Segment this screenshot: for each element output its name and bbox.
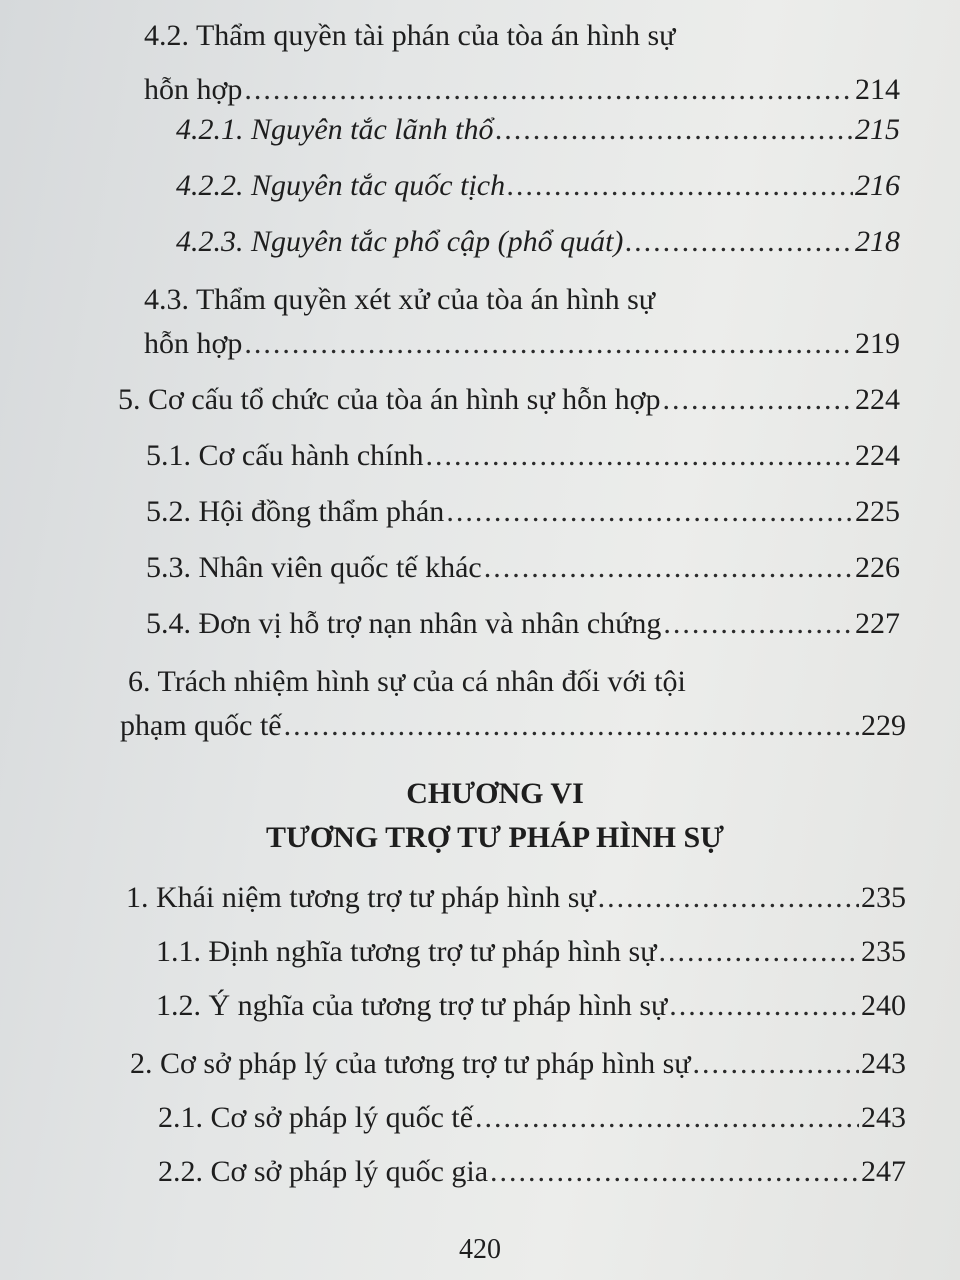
toc-page-number: 235 (861, 881, 906, 914)
dot-leader (244, 324, 853, 364)
dot-leader (244, 70, 853, 110)
toc-entry-text: 4.2.2. Nguyên tắc quốc tịch (176, 169, 506, 202)
toc-entry-text: 5.3. Nhân viên quốc tế khác (146, 551, 482, 584)
toc-page-number: 240 (861, 989, 906, 1022)
dot-leader (658, 932, 859, 972)
toc-page-number: 243 (861, 1047, 906, 1080)
toc-entry-text: 2.2. Cơ sở pháp lý quốc gia (158, 1155, 489, 1188)
toc-entry-text: hỗn hợp (144, 73, 243, 106)
toc-page-number: 219 (855, 327, 900, 360)
toc-entry-text: 1.1. Định nghĩa tương trợ tư pháp hình sự (156, 935, 657, 968)
toc-page-number: 224 (855, 439, 900, 472)
dot-leader (507, 166, 853, 206)
toc-page-number: 227 (855, 607, 900, 640)
toc-entry-text: phạm quốc tế (120, 709, 282, 742)
toc-entry-5-3 (146, 548, 900, 588)
toc-entry-5-2 (146, 492, 900, 532)
toc-entry-text: 5.4. Đơn vị hỗ trợ nạn nhân và nhân chứng (146, 607, 662, 640)
dot-leader (662, 380, 853, 420)
toc-page-number: 225 (855, 495, 900, 528)
toc-entry-text-line1: 4.2. Thẩm quyền tài phán của tòa án hình sự (144, 19, 676, 52)
toc-page-number: 229 (861, 709, 906, 742)
toc-entry-text: 2.1. Cơ sở pháp lý quốc tế (158, 1101, 474, 1134)
toc-page-number: 226 (855, 551, 900, 584)
toc-entry-4-2-2 (176, 166, 900, 206)
dot-leader (446, 492, 853, 532)
dot-leader (284, 706, 859, 746)
toc-page-number: 218 (855, 225, 900, 258)
toc-entry-5-1 (146, 436, 900, 476)
toc-page-number: 243 (861, 1101, 906, 1134)
dot-leader (490, 1152, 859, 1192)
toc-entry-5 (118, 380, 900, 420)
toc-page-number: 215 (855, 113, 900, 146)
toc-entry-text: 5.1. Cơ cấu hành chính (146, 439, 424, 472)
toc-entry-text: 4.2.3. Nguyên tắc phổ cập (phổ quát) (176, 225, 624, 258)
toc-entry-2-2 (158, 1152, 906, 1192)
toc-page-number: 235 (861, 935, 906, 968)
toc-entry-text: 1. Khái niệm tương trợ tư pháp hình sự (126, 881, 596, 914)
dot-leader (425, 436, 853, 476)
toc-entry-text: 5. Cơ cấu tổ chức của tòa án hình sự hỗn hợp (118, 383, 661, 416)
toc-entry-1-1 (156, 932, 906, 972)
dot-leader (693, 1044, 859, 1084)
toc-entry-text: 5.2. Hội đồng thẩm phán (146, 495, 445, 528)
dot-leader (625, 222, 853, 262)
toc-entry-5-4 (146, 604, 900, 644)
dot-leader (598, 878, 859, 918)
toc-entry-1 (126, 878, 906, 918)
toc-page-number: 214 (855, 73, 900, 106)
dot-leader (484, 548, 853, 588)
toc-entry-text: 4.2.1. Nguyên tắc lãnh thổ (176, 113, 494, 146)
toc-entry-text: hỗn hợp (144, 327, 243, 360)
dot-leader (495, 110, 853, 150)
toc-entry-4-2-1 (176, 110, 900, 150)
toc-page-number: 247 (861, 1155, 906, 1188)
toc-page-number: 216 (855, 169, 900, 202)
chapter-number: CHƯƠNG VI (406, 777, 584, 810)
dot-leader (663, 604, 853, 644)
dot-leader (475, 1098, 859, 1138)
toc-entry-4-2 (144, 16, 900, 110)
toc-entry-2 (130, 1044, 906, 1084)
toc-entry-1-2 (156, 986, 906, 1026)
toc-entry-6 (120, 662, 906, 746)
toc-entry-text: 1.2. Ý nghĩa của tương trợ tư pháp hình sự (156, 989, 668, 1022)
toc-entry-4-2-3 (176, 222, 900, 262)
toc-entry-2-1 (158, 1098, 906, 1138)
chapter-title: TƯƠNG TRỢ TƯ PHÁP HÌNH SỰ (265, 821, 725, 854)
toc-entry-text-line1: 4.3. Thẩm quyền xét xử của tòa án hình sự (144, 283, 656, 316)
page-number: 420 (459, 1234, 501, 1265)
toc-page-number: 224 (855, 383, 900, 416)
toc-entry-text: 2. Cơ sở pháp lý của tương trợ tư pháp hình sự (130, 1047, 691, 1080)
dot-leader (669, 986, 859, 1026)
toc-entry-4-3 (144, 280, 900, 364)
toc-entry-text-line1: 6. Trách nhiệm hình sự của cá nhân đối với tội (128, 665, 686, 698)
